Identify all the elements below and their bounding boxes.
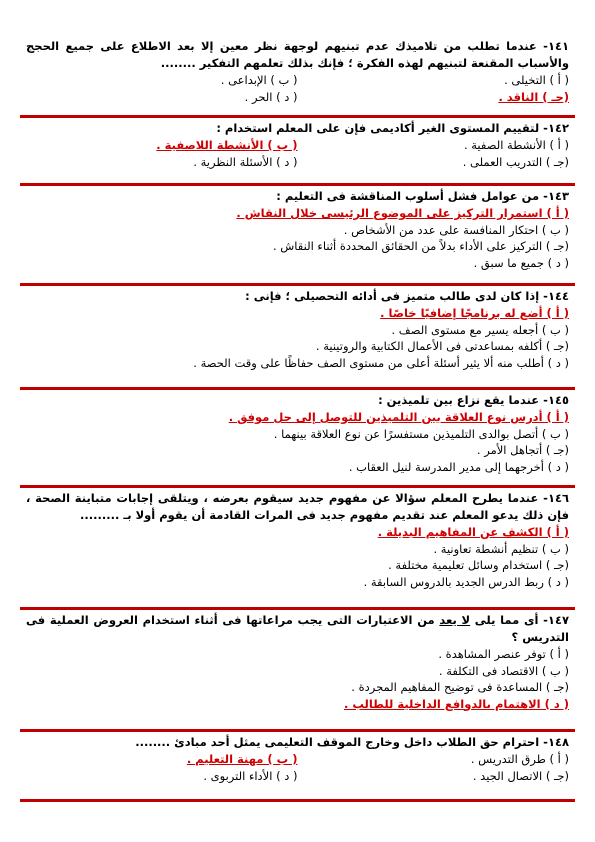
- question-141: [20, 36, 575, 118]
- option-c[interactable]: (جـ ) أتجاهل الأمر .: [476, 443, 569, 457]
- option-d[interactable]: ( د ) الأسئلة النظرية .: [193, 154, 298, 169]
- quiz-page: [20, 36, 575, 833]
- question-text: ١٤٧- أى مما يلى لا يعد من الاعتبارات التى يجب مراعاتها فى أثناء استخدام العروض العملية فى التدريس ؟: [26, 613, 569, 644]
- question-text: ١٤٤- إذا كان لدى طالب متميز فى أدائه التحصيلى ؛ فإنى :: [245, 289, 569, 303]
- option-d[interactable]: ( د ) أخرجهما إلى مدير المدرسة لنيل العقاب .: [348, 459, 569, 474]
- option-d-correct[interactable]: ( د ) الاهتمام بالدوافع الداخلية للطالب .: [343, 696, 569, 711]
- option-c[interactable]: (جـ ) استخدام وسائل تعليمية مختلفة .: [388, 558, 569, 572]
- option-c[interactable]: (جـ ) التركيز على الأداء بدلاً من الحقائق المحددة أثناء النقاش .: [272, 239, 569, 253]
- option-d[interactable]: ( د ) أطلب منه ألا يثير أسئلة أعلى من مستوى الصف حفاظًا على وقت الحصة .: [193, 355, 569, 370]
- option-d[interactable]: ( د ) الأداء التربوى .: [203, 768, 298, 783]
- question-text: ١٤٥- عندما يقع نزاع بين تلميذين :: [378, 393, 569, 407]
- option-c[interactable]: (جـ ) الاتصال الجيد .: [472, 768, 569, 783]
- option-b[interactable]: ( ب ) الاقتصاد فى التكلفة .: [438, 663, 569, 678]
- question-number: ١٤٧-: [543, 613, 569, 627]
- option-b[interactable]: ( ب ) أتصل بوالدى التلميذين مستفسرًا عن نوع العلاقة بينهما .: [273, 426, 569, 441]
- question-number: ١٤٢-: [543, 121, 569, 135]
- question-text: ١٤٦- عندما يطرح المعلم سؤالا عن مفهوم جديد سيقوم بعرضه ، ويتلقى إجابات متباينة الصحة ، فإن ذلك يدعو المعلم عند تقديم مفهوم جديد فى المرات القادمة أن يقوم أولا بـ .........: [26, 491, 569, 522]
- option-b-correct[interactable]: ( ب ) الأنشطة اللاصفية .: [156, 138, 298, 152]
- question-142: [20, 118, 575, 186]
- option-c[interactable]: (جـ ) المساعدة فى توضيح المفاهيم المجردة .: [351, 680, 569, 694]
- option-a-correct[interactable]: ( أ ) استمرار التركيز على الموضوع الرئيسى خلال النقاش .: [236, 206, 569, 220]
- option-d[interactable]: ( د ) ربط الدرس الجديد بالدروس السابقة .: [363, 574, 569, 589]
- option-b[interactable]: ( ب ) تنظيم أنشطة تعاونية .: [433, 541, 569, 556]
- question-145: [20, 390, 575, 488]
- question-text: ١٤٣- من عوامل فشل أسلوب المناقشة فى التعليم :: [276, 189, 569, 203]
- option-b[interactable]: ( ب ) أجعله يسير مع مستوى الصف .: [391, 322, 569, 337]
- question-number: ١٤٣-: [543, 189, 569, 203]
- option-a[interactable]: ( أ ) الأنشطة الصفية .: [463, 138, 569, 152]
- question-143: [20, 186, 575, 286]
- option-d[interactable]: ( د ) الحر .: [244, 89, 298, 104]
- question-emphasis: لا يعد: [439, 613, 471, 627]
- question-text: ١٤١- عندما تطلب من تلاميذك عدم تبنيهم لوجهة نظر معين إلا بعد الاطلاع على جميع الحجج والأسباب المقنعة لتبنيهم لهذه الفكرة ؛ فإنك بذلك تعلمهم التفكير ........: [26, 39, 569, 70]
- options-row: [26, 751, 569, 768]
- option-a-correct[interactable]: ( أ ) الكشف عن المفاهيم البديلة .: [377, 525, 569, 539]
- option-a[interactable]: ( أ ) طرق التدريس .: [470, 752, 569, 766]
- option-b[interactable]: ( ب ) الإبداعى .: [220, 73, 298, 87]
- option-c[interactable]: (جـ ) أكلفه بمساعدتى فى الأعمال الكتابية والروتينية .: [315, 339, 569, 353]
- options-row: [26, 72, 569, 89]
- option-d[interactable]: ( د ) جميع ما سبق .: [473, 255, 569, 270]
- option-b[interactable]: ( ب ) احتكار المنافسة على عدد من الأشخاص .: [343, 222, 569, 237]
- option-c-correct[interactable]: (جـ ) الناقد .: [498, 89, 569, 104]
- options-row: [26, 137, 569, 154]
- option-c[interactable]: (جـ ) التدريب العملى .: [462, 154, 569, 169]
- question-148: [20, 732, 575, 802]
- question-147: [20, 610, 575, 732]
- question-number: ١٤٤-: [543, 289, 569, 303]
- question-text: ١٤٨- احترام حق الطلاب داخل وخارج الموقف التعليمى يمثل أحد مبادئ ........: [135, 735, 569, 749]
- option-a-correct[interactable]: ( أ ) أدرس نوع العلاقة بين التلميذين للتوصل إلى حل موفق .: [228, 410, 569, 424]
- question-number: ١٤٦-: [543, 491, 569, 505]
- options-row: [26, 768, 569, 785]
- option-a-correct[interactable]: ( أ ) أضع له برنامجًا إضافيًا خاصًا .: [380, 306, 569, 320]
- question-number: ١٤٨-: [543, 735, 569, 749]
- question-144: [20, 286, 575, 390]
- options-row: [26, 154, 569, 171]
- option-b-correct[interactable]: ( ب ) مهنة التعليم .: [186, 752, 298, 766]
- question-text: ١٤٢- لتقييم المستوى الغير أكاديمى فإن على المعلم استخدام :: [216, 121, 569, 135]
- question-number: ١٤١-: [543, 39, 569, 53]
- options-row: [26, 89, 569, 106]
- question-146: [20, 488, 575, 610]
- option-a[interactable]: ( أ ) التخيلى .: [504, 73, 569, 87]
- question-number: ١٤٥-: [543, 393, 569, 407]
- option-a[interactable]: ( أ ) توفر عنصر المشاهدة .: [438, 647, 569, 661]
